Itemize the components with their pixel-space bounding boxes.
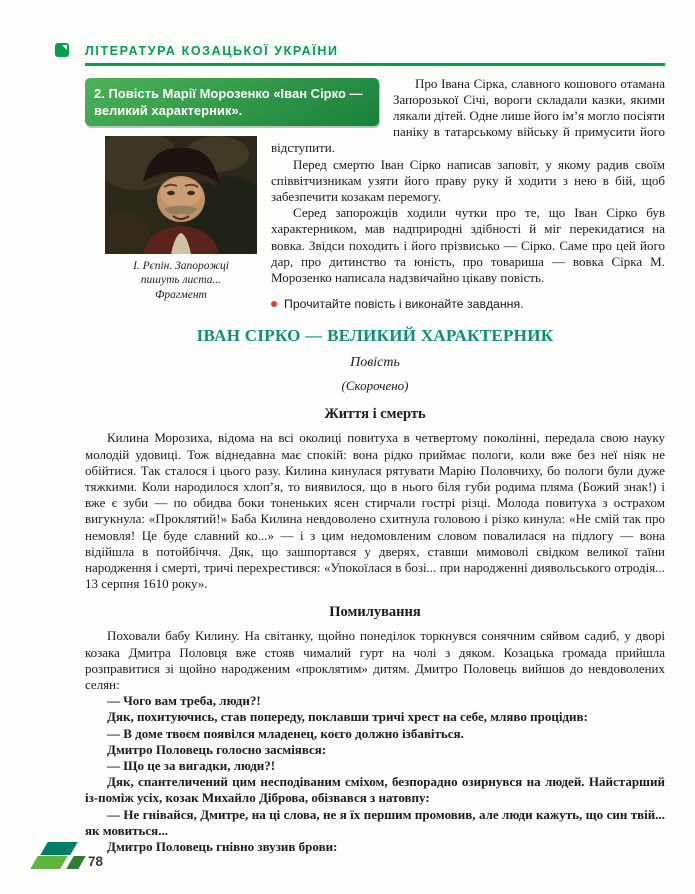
intro-paragraph-2: Перед смертю Іван Сірко написав заповіт, у якому радив своїм співвітчизникам узяти його праву руку й ходити з нею в бій, щоб забезпечити козакам перемогу. <box>271 156 665 204</box>
logo-dark-bar <box>66 856 86 869</box>
task-line <box>233 296 665 312</box>
section-heading-pardon: Помилування <box>329 604 421 621</box>
painting-image <box>105 136 257 254</box>
figure-caption: І. Рєпін. Запорожці пишуть листа... Фрагмент <box>133 259 229 301</box>
marker-fold-icon <box>62 45 67 50</box>
section2-narration-1: Дяк, похитуючись, став попереду, поклавши тричі хрест на себе, мляво процідив: <box>107 709 588 725</box>
section2-narration-4: Дмитро Половець гнівно звузив брови: <box>107 839 338 855</box>
section2-dialogue-3: — Що це за вигадки, люди?! <box>107 758 276 773</box>
section2-dialogue-1: — Чого вам треба, люди?! <box>107 693 261 709</box>
logo-green-bar <box>30 856 68 869</box>
intro-paragraph-1: Про Івана Сірка, славного кошового отамана Запорозької Січі, вороги складали казки, якими лякали дітей. Одне лише його ім’я могло посіяти паніку в татарському війську й примусити його відступити. <box>271 75 665 156</box>
running-header <box>85 44 665 58</box>
intro-section <box>85 76 665 313</box>
section2-paragraph-1: Поховали бабу Килину. На світанку, щойно понеділок торкнувся сонячним сяйвом садиб, у дворі козака Дмитра Половця вже стояв чималий гурт на чолі з дяком. Козацька громада прийшла розправитися зі щойно народженим «проклятим» дитям. Дмитро Половець вийшов до невдоволених селян: <box>85 628 665 692</box>
page-number: 78 <box>88 854 104 869</box>
intro-paragraph-3: Серед запорожців ходили чутки про те, що Іван Сірко був характерником, мав надприродні здібності й міг перекидатися на вовка. Звідси походить і його прізвисько — Сірко. Саме про цей його дар, про дитинство та юність, про товариша — вовка Сірка М. Морозенко написала надзвичайно цікаву повість. <box>271 205 665 285</box>
story-title: ІВАН СІРКО — ВЕЛИКИЙ ХАРАКТЕРНИК <box>196 326 554 346</box>
section2-narration-3: Дяк, спантеличений цим несподіваним сміхом, безпорадно озирнувся на людей. Найстарший із-поміж усіх, козак Михайло Діброва, обізвався з натовпу: <box>85 774 665 806</box>
chapter-marker-icon <box>55 43 69 57</box>
section-heading-life-and-death: Життя і смерть <box>324 406 426 423</box>
header-rule <box>85 63 665 66</box>
painting-figure <box>105 136 257 303</box>
section1-paragraph: Килина Морозиха, відома на всі околиці повитуха в четвертому поколінні, передала свою науку молодій удовиці. Тож віднедавна має спокій: вона рідко приймає пологи, коли вже без неї ніяк не обійтися. Так сталося і цього разу. Килина кинулася рятувати Марію Половчиху, бо пологи були дуже тяжкими. Коли народилося хлоп’я, то виявилося, що в нього біля губи родима пляма (Божий знак!) і вже є зуби — по обидва боки тоненьких ясен стирчали гострі різці. Молода повитуха з острахом вигукнула: «Проклятий!» Баба Килина невдоволено схитнула головою і різко кинула: «Не смій так про немовля! Це буде славний ко...» — і з цим недомовленим словом повалилася на підлогу — вона відійшла в потойбіччя. Дяк, що зашпортався у дверях, ставши мимоволі свідком великої таїни народження і смерті, тричі перехрестився: «Упокоїлася в бозі... при народженні диявольського отродія... 13 серпня 1610 року». <box>85 430 665 592</box>
task-bullet-icon <box>271 301 277 307</box>
logo-teal-bar <box>40 842 78 855</box>
section2-dialogue-4: — Не гнівайся, Дмитре, на ці слова, не я їх першим промовив, але люди кажуть, що син твій... як мовиться... <box>85 806 665 838</box>
story-abridged-note: (Скорочено) <box>341 378 409 394</box>
lesson-title-box: 2. Повість Марії Морозенко «Іван Сірко — великий характерник». <box>85 78 379 126</box>
task-text: Прочитайте повість і виконайте завдання. <box>284 297 524 312</box>
story-genre: Повість <box>350 355 400 371</box>
section2-narration-2: Дмитро Половець голосно засміявся: <box>107 741 327 757</box>
running-header-label: ЛІТЕРАТУРА КОЗАЦЬКОЇ УКРАЇНИ <box>85 44 339 58</box>
section2-dialogue-2: — В доме твоєм появілся младенец, коєго должно ізбавіться. <box>107 725 464 741</box>
